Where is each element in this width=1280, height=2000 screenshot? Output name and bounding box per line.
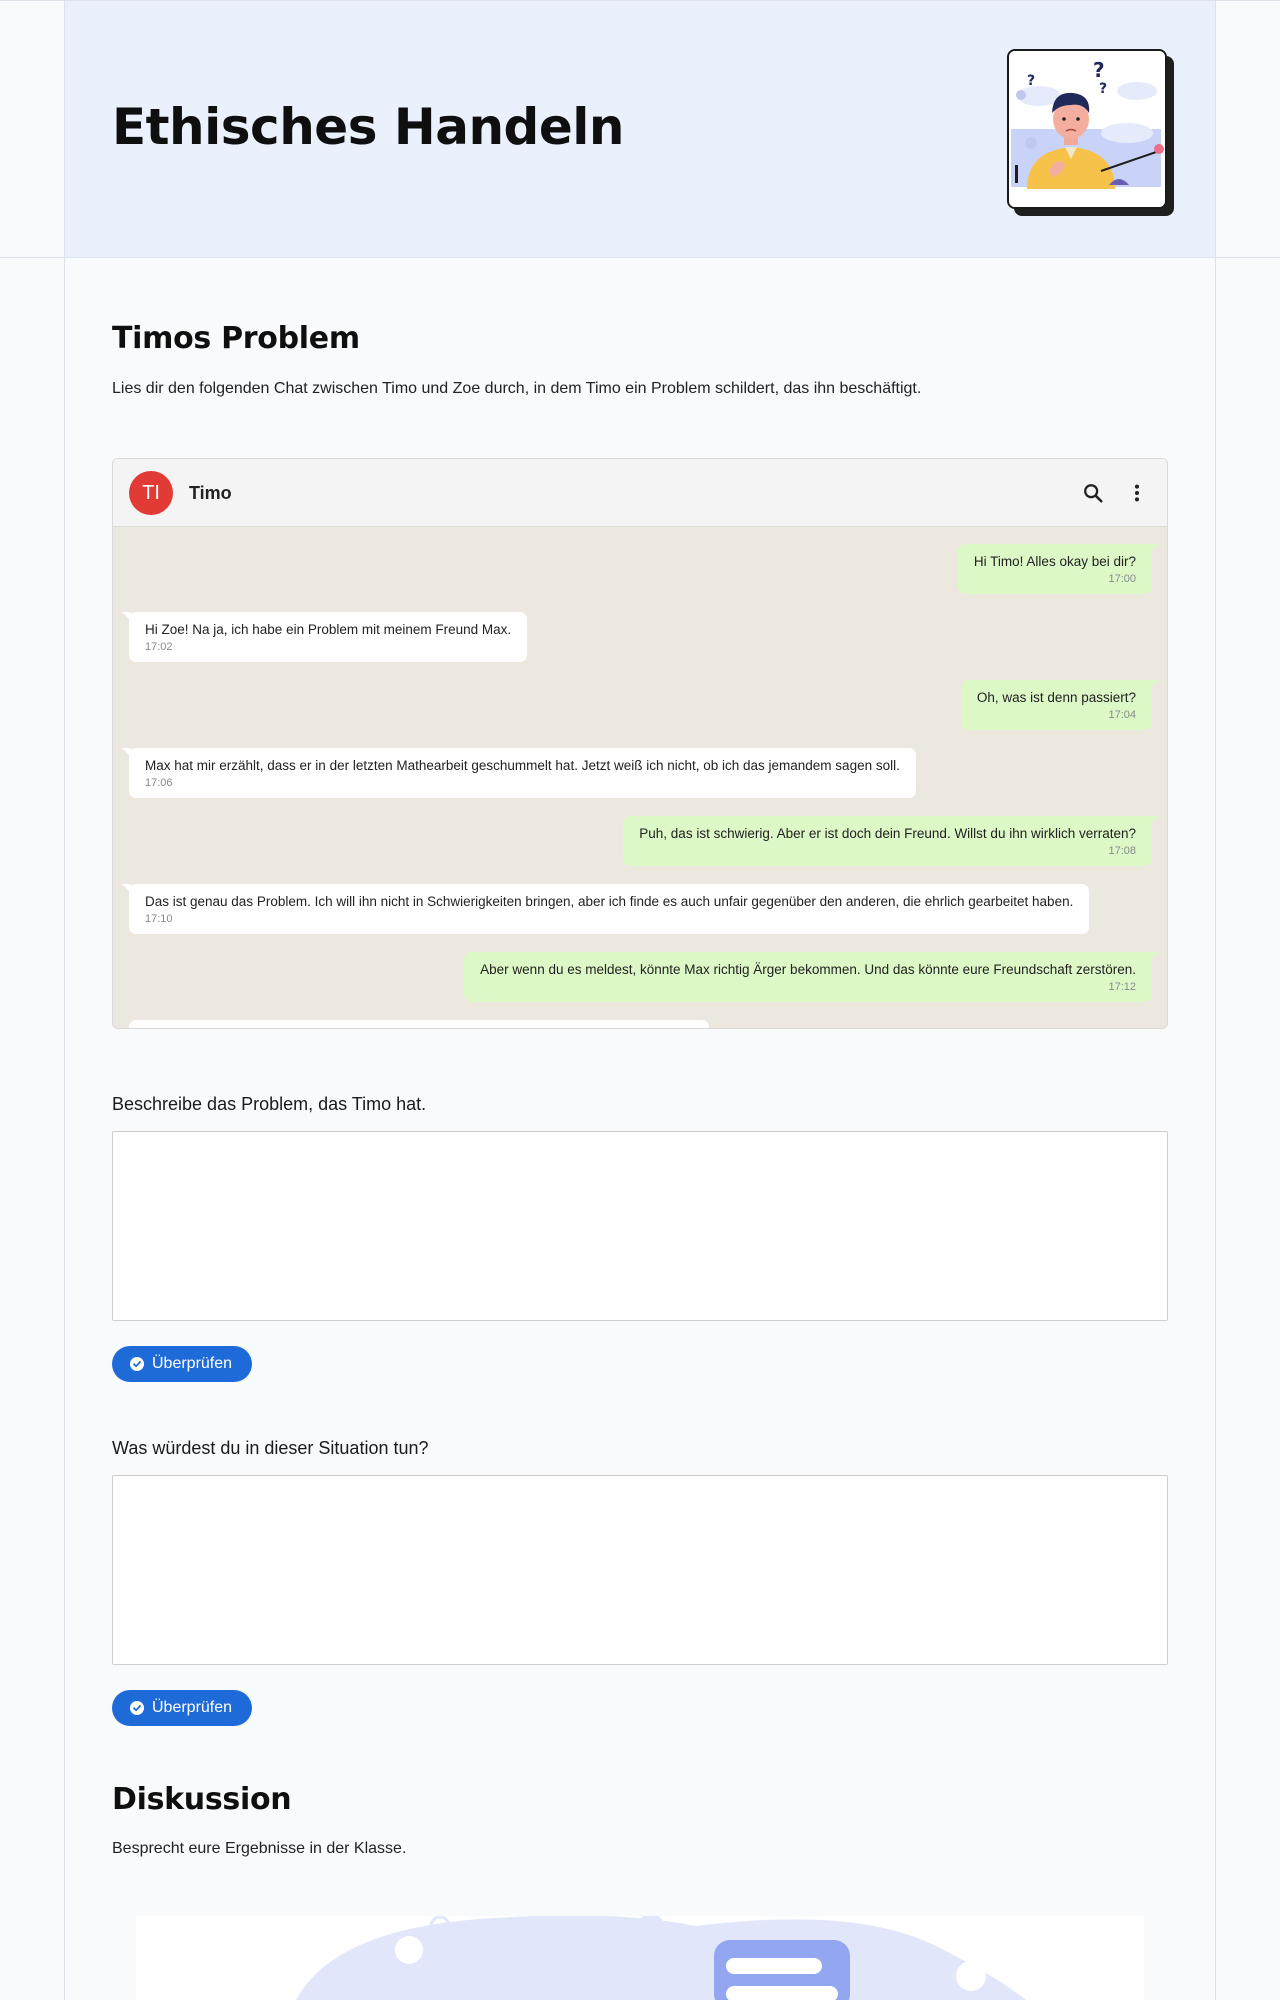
header-illustration (1007, 49, 1167, 209)
task-question-1: Beschreibe das Problem, das Timo hat. (112, 1094, 427, 1114)
check-button-label: Überprüfen (152, 1355, 233, 1372)
check-circle-icon (130, 1701, 144, 1715)
search-icon[interactable] (1079, 479, 1107, 507)
chat-message-text: Max hat mir erzählt, dass er in der letzten Mathearbeit geschummelt hat. Jetzt weiß ich nicht, ob ich das jemandem sagen soll. (145, 758, 900, 773)
svg-text:?: ? (1099, 81, 1108, 97)
chat-message-text: Aber wenn du es meldest, könnte Max richtig Ärger bekommen. Und das könnte eure Freundschaft zerstören. (480, 962, 1136, 977)
chat-message (129, 884, 1089, 934)
chat-message (464, 952, 1152, 1002)
chat-message-time: 17:04 (1108, 709, 1136, 721)
chat-bubbles-illustration (136, 1916, 1144, 2000)
header-divider (0, 257, 1280, 258)
check-button-2[interactable] (112, 1690, 252, 1726)
chat-message (129, 748, 916, 798)
discussion-illustration (136, 1916, 1144, 2000)
check-button-1[interactable] (112, 1346, 252, 1382)
chat-message-time: 17:06 (145, 777, 173, 789)
chat-message-time: 17:10 (145, 913, 173, 925)
check-circle-icon (130, 1357, 144, 1371)
chat-message (961, 680, 1152, 730)
svg-text:?: ? (1093, 58, 1105, 82)
discussion-text: Besprecht eure Ergebnisse in der Klasse. (112, 1840, 407, 1857)
section-intro: Lies dir den folgenden Chat zwischen Timo und Zoe durch, in dem Timo ein Problem schildert, das ihn beschäftigt. (112, 380, 922, 397)
chat-message (623, 816, 1152, 866)
chat-window (112, 458, 1168, 1029)
section-title-timos-problem: Timos Problem (112, 321, 360, 356)
chat-header (113, 459, 1167, 527)
chat-message-time: 17:00 (1108, 573, 1136, 585)
top-divider (0, 0, 1280, 1)
confused-person-illustration (1009, 51, 1165, 207)
answer-textarea-1[interactable] (112, 1131, 1168, 1321)
answer-textarea-2[interactable] (112, 1475, 1168, 1665)
more-vertical-icon[interactable] (1123, 479, 1151, 507)
chat-message-partial (129, 1020, 709, 1029)
task-question-2: Was würdest du in dieser Situation tun? (112, 1438, 429, 1458)
chat-message-text: Das ist genau das Problem. Ich will ihn nicht in Schwierigkeiten bringen, aber ich finde es auch unfair gegenüber den anderen, die ehrlich gearbeitet haben. (145, 894, 1074, 909)
chat-message-text: Hi Timo! Alles okay bei dir? (973, 554, 1136, 569)
section-title-diskussion: Diskussion (112, 1782, 292, 1817)
chat-message-time: 17:02 (145, 641, 173, 653)
chat-message-time: 17:12 (1108, 981, 1136, 993)
svg-text:?: ? (1027, 73, 1036, 89)
chat-message-time: 17:08 (1108, 845, 1136, 857)
chat-message (958, 544, 1152, 594)
check-button-label: Überprüfen (152, 1699, 233, 1716)
chat-message (129, 612, 527, 662)
chat-messages[interactable] (113, 528, 1167, 1028)
chat-message-text: Hi Zoe! Na ja, ich habe ein Problem mit meinem Freund Max. (145, 622, 512, 637)
page-title: Ethisches Handeln (112, 98, 624, 156)
chat-message-text: Puh, das ist schwierig. Aber er ist doch dein Freund. Willst du ihn wirklich verraten? (639, 826, 1136, 841)
chat-contact-name: Timo (189, 483, 232, 503)
chat-message-text: Oh, was ist denn passiert? (976, 690, 1136, 705)
avatar[interactable]: TI (129, 471, 173, 515)
